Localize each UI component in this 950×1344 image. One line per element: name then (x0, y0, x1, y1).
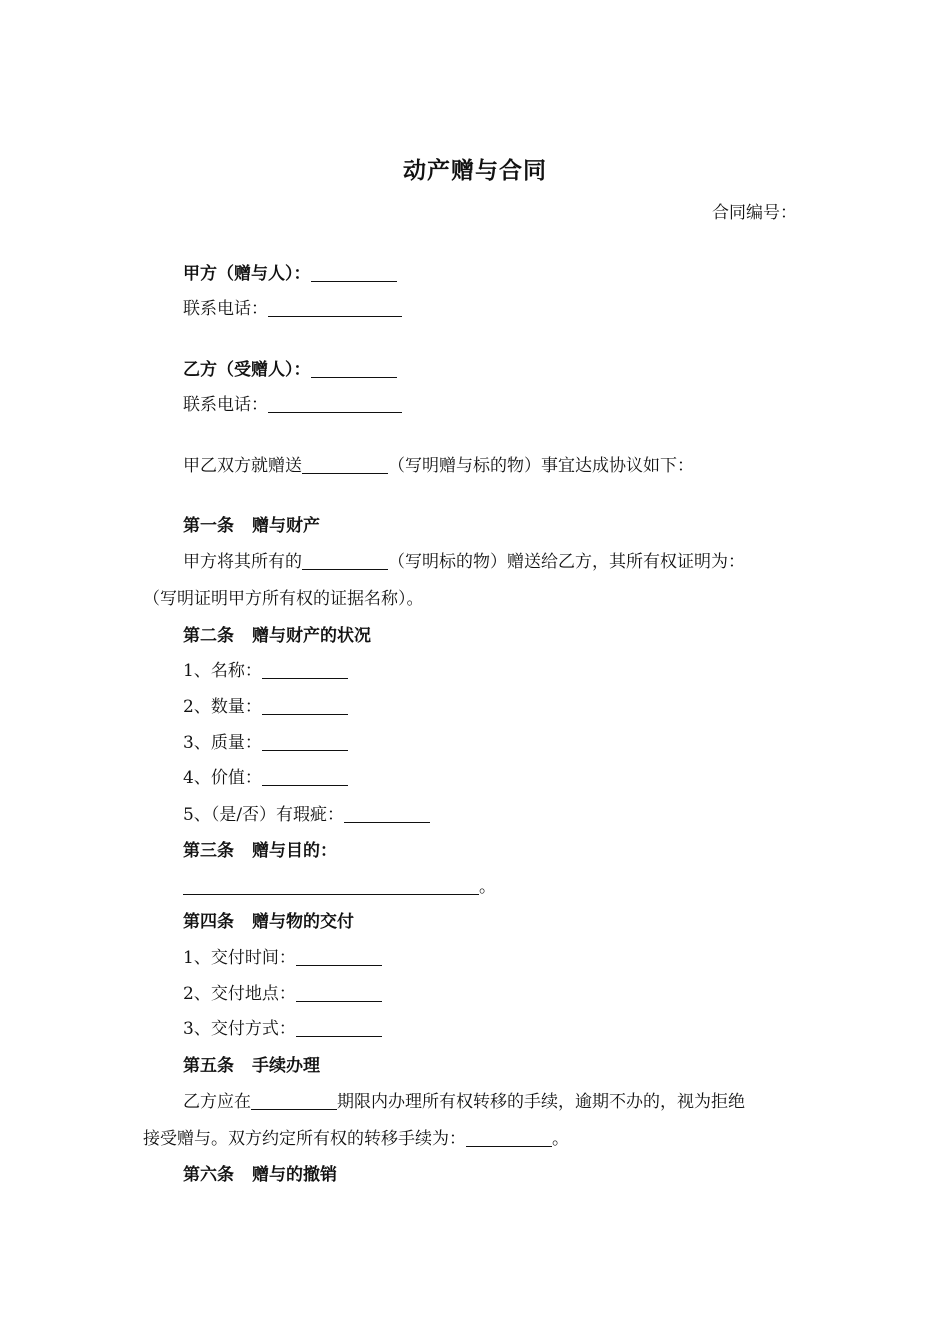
party-b-phone-label: 联系电话： (183, 395, 268, 415)
article-3-period: 。 (479, 877, 496, 897)
article-5-line-2-text: 接受赠与。双方约定所有权的转移手续为： (143, 1129, 466, 1149)
party-a-phone-line (183, 297, 402, 321)
article-4-item (183, 946, 382, 970)
article-4-item-label: 1、交付时间： (183, 948, 296, 968)
article-4-item-blank[interactable] (296, 983, 382, 1002)
party-a-blank[interactable] (311, 263, 397, 282)
article-2-item-label: 5、（是/否）有瑕疵： (183, 805, 345, 825)
article-1-title: 赠与财产 (252, 516, 320, 536)
article-1-text-before: 甲方将其所有的 (183, 552, 302, 572)
article-2-item (183, 731, 348, 755)
article-1-text-after: （写明标的物）赠送给乙方，其所有权证明为： (388, 552, 745, 572)
article-2-item (183, 766, 348, 790)
article-3-number: 第三条 (183, 841, 234, 861)
article-4-item (183, 1017, 382, 1041)
article-2-item-blank[interactable] (262, 732, 348, 751)
party-b-line (183, 358, 397, 382)
party-b-phone-blank[interactable] (268, 394, 402, 413)
party-a-phone-blank[interactable] (268, 298, 402, 317)
article-5-line-1 (183, 1090, 745, 1114)
page-title: 动产赠与合同 (403, 158, 547, 184)
party-b-blank[interactable] (311, 359, 397, 378)
intro-text-after: （写明赠与标的物）事宜达成协议如下： (388, 456, 694, 476)
contract-number-label: 合同编号： (712, 203, 797, 223)
article-2-number: 第二条 (183, 626, 234, 646)
article-5-number: 第五条 (183, 1056, 234, 1076)
article-1-number: 第一条 (183, 516, 234, 536)
article-3-heading (183, 839, 337, 863)
article-4-item-label: 3、交付方式： (183, 1019, 296, 1039)
article-4-title: 赠与物的交付 (252, 912, 354, 932)
article-5-title: 手续办理 (252, 1056, 320, 1076)
party-a-label: 甲方（赠与人）： (183, 264, 311, 284)
article-5-line-2 (143, 1127, 569, 1151)
article-2-item-blank[interactable] (344, 804, 430, 823)
article-2-item-label: 2、数量： (183, 697, 262, 717)
intro-line (183, 454, 694, 478)
article-3-purpose-blank[interactable] (183, 876, 479, 895)
article-2-item-blank[interactable] (262, 767, 348, 786)
article-5-period-blank[interactable] (251, 1091, 337, 1110)
article-6-heading (183, 1163, 337, 1187)
intro-blank[interactable] (302, 455, 388, 474)
intro-text-before: 甲乙双方就赠送 (183, 456, 302, 476)
article-4-item-label: 2、交付地点： (183, 984, 296, 1004)
article-2-item-label: 3、质量： (183, 733, 262, 753)
article-4-heading (183, 910, 354, 934)
party-b-phone-line (183, 393, 402, 417)
article-2-item-blank[interactable] (262, 696, 348, 715)
article-5-heading (183, 1054, 320, 1078)
article-3-title: 赠与目的： (252, 841, 337, 861)
party-a-phone-label: 联系电话： (183, 299, 268, 319)
article-1-heading (183, 514, 320, 538)
article-2-item-label: 1、名称： (183, 661, 262, 681)
article-1-blank[interactable] (302, 551, 388, 570)
article-2-item (183, 695, 348, 719)
article-2-item (183, 659, 348, 683)
article-1-line-1 (183, 550, 745, 574)
article-4-number: 第四条 (183, 912, 234, 932)
article-6-title: 赠与的撤销 (252, 1165, 337, 1185)
article-2-item-label: 4、价值： (183, 768, 262, 788)
article-5-line-2-period: 。 (552, 1129, 569, 1149)
article-1-line-2: （写明证明甲方所有权的证据名称）。 (143, 589, 424, 609)
article-2-item (183, 803, 430, 827)
article-5-text-after: 期限内办理所有权转移的手续，逾期不办的，视为拒绝 (337, 1092, 745, 1112)
article-4-item (183, 982, 382, 1006)
article-5-text-before: 乙方应在 (183, 1092, 251, 1112)
article-2-heading (183, 624, 371, 648)
article-5-procedure-blank[interactable] (466, 1128, 552, 1147)
article-4-item-blank[interactable] (296, 1018, 382, 1037)
article-6-number: 第六条 (183, 1165, 234, 1185)
party-b-label: 乙方（受赠人）： (183, 360, 311, 380)
article-3-purpose-line (183, 875, 496, 899)
article-4-item-blank[interactable] (296, 947, 382, 966)
party-a-line (183, 262, 397, 286)
article-2-item-blank[interactable] (262, 660, 348, 679)
article-2-title: 赠与财产的状况 (252, 626, 371, 646)
